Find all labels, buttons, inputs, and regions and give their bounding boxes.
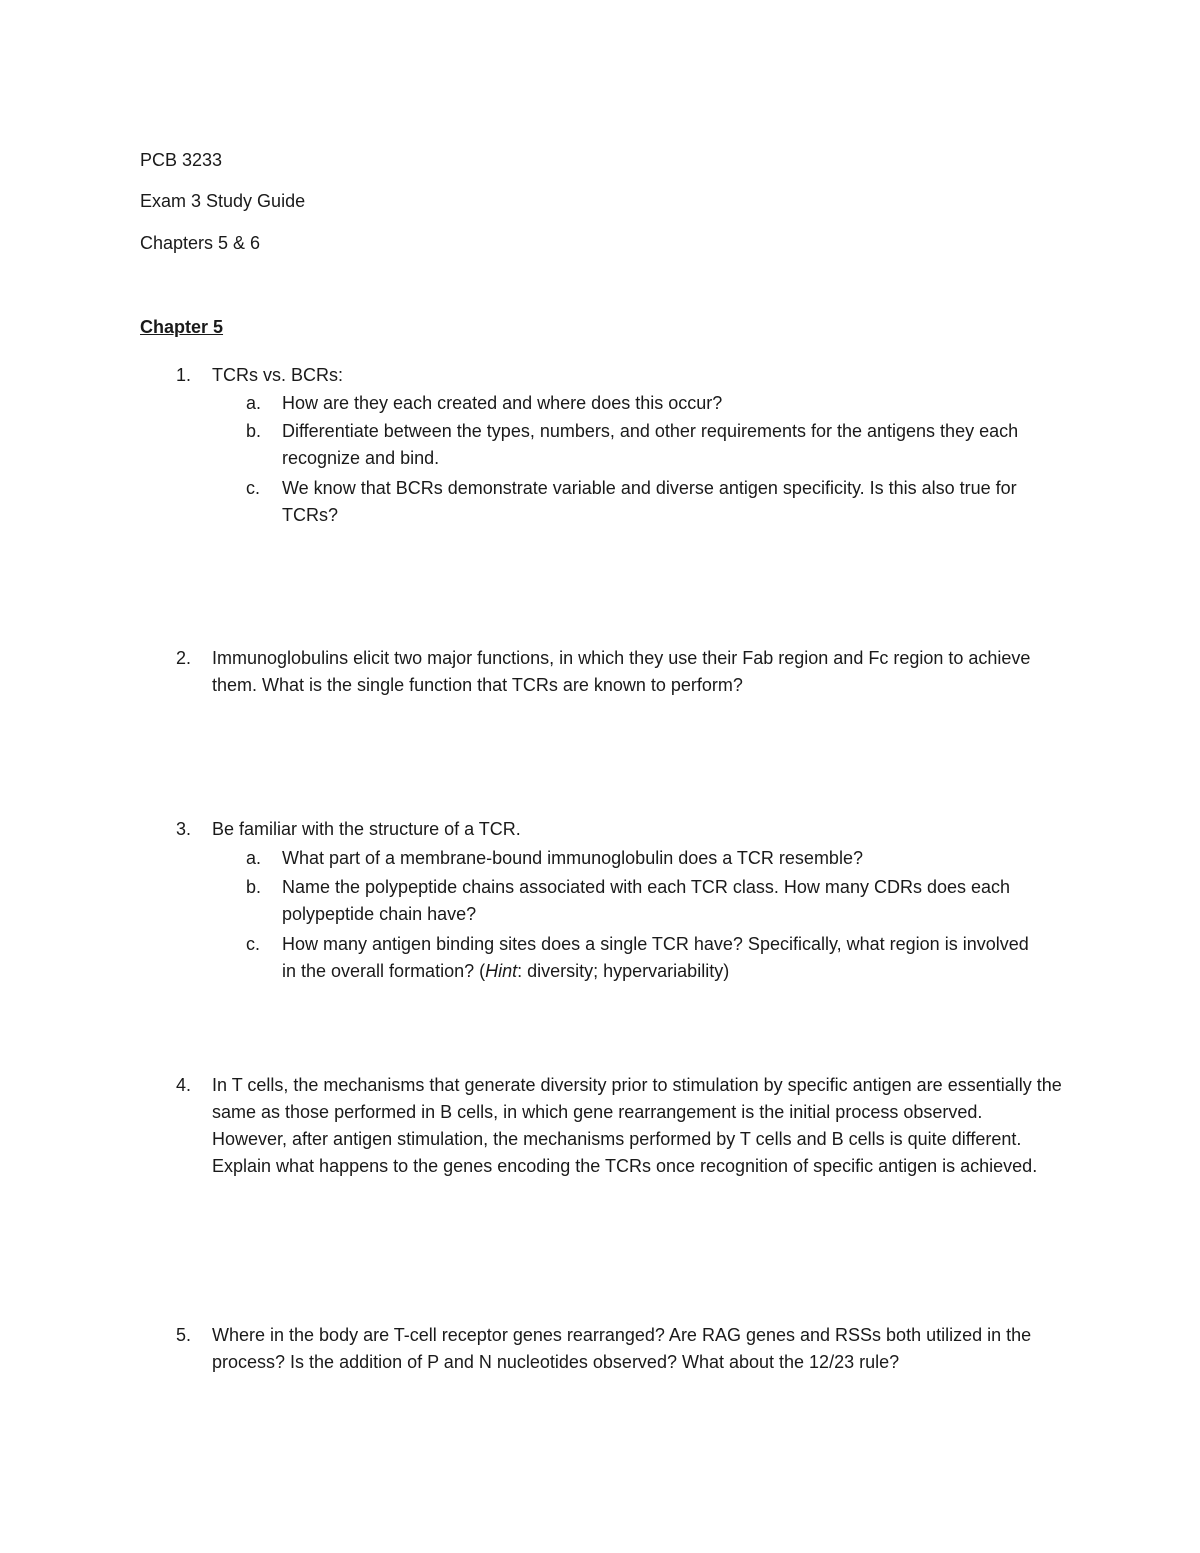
sub-question-text [282,931,1042,985]
sub-question-letter: a. [246,848,262,868]
question-number: 3. [176,819,192,839]
sub-question-text: What part of a membrane-bound immunoglobulin does a TCR resemble? [282,848,863,868]
question-number: 4. [176,1075,192,1095]
sub-question-text-pre: How many antigen binding sites does a single TCR have? Specifically, what region is involved in the overall formation? ( [282,934,1029,981]
question-text: Be familiar with the structure of a TCR. [212,819,521,839]
sub-question-text: How are they each created and where does this occur? [282,393,723,413]
sub-question-letter: a. [246,393,262,413]
question-number: 2. [176,648,192,668]
document-title: Exam 3 Study Guide [140,191,306,211]
sub-question-letter: b. [246,421,262,441]
sub-question-text: We know that BCRs demonstrate variable and diverse antigen specificity. Is this also true for TCRs? [282,478,1017,525]
hint-label: Hint [485,961,518,981]
question-text: Immunoglobulins elicit two major functions, in which they use their Fab region and Fc region to achieve them. What is the single function that TCRs are known to perform? [212,648,1031,695]
sub-question-text: Name the polypeptide chains associated with each TCR class. How many CDRs does each polypeptide chain have? [282,877,1011,924]
question-number: 1. [176,365,192,385]
question-number: 5. [176,1325,192,1345]
course-code: PCB 3233 [140,150,223,170]
sub-question-text-post: : diversity; hypervariability) [517,961,730,981]
chapters-subtitle: Chapters 5 & 6 [140,233,261,253]
sub-question-letter: c. [246,478,261,498]
question-text: Where in the body are T-cell receptor genes rearranged? Are RAG genes and RSSs both utilized in the process? Is the addition of P and N nucleotides observed? What about the 12/23 rule? [212,1325,1032,1372]
sub-question-text: Differentiate between the types, numbers, and other requirements for the antigens they each recognize and bind. [282,421,1019,468]
question-text: In T cells, the mechanisms that generate diversity prior to stimulation by specific antigen are essentially the same as those performed in B cells, in which gene rearrangement is the initial process observed. However, after antigen stimulation, the mechanisms performed by T cells and B cells is quite different. Explain what happens to the genes encoding the TCRs once recognition of specific antigen is achieved. [212,1075,1062,1176]
chapter-heading: Chapter 5 [140,317,224,337]
question-text: TCRs vs. BCRs: [212,365,344,385]
sub-question-letter: b. [246,877,262,897]
sub-question-letter: c. [246,934,261,954]
